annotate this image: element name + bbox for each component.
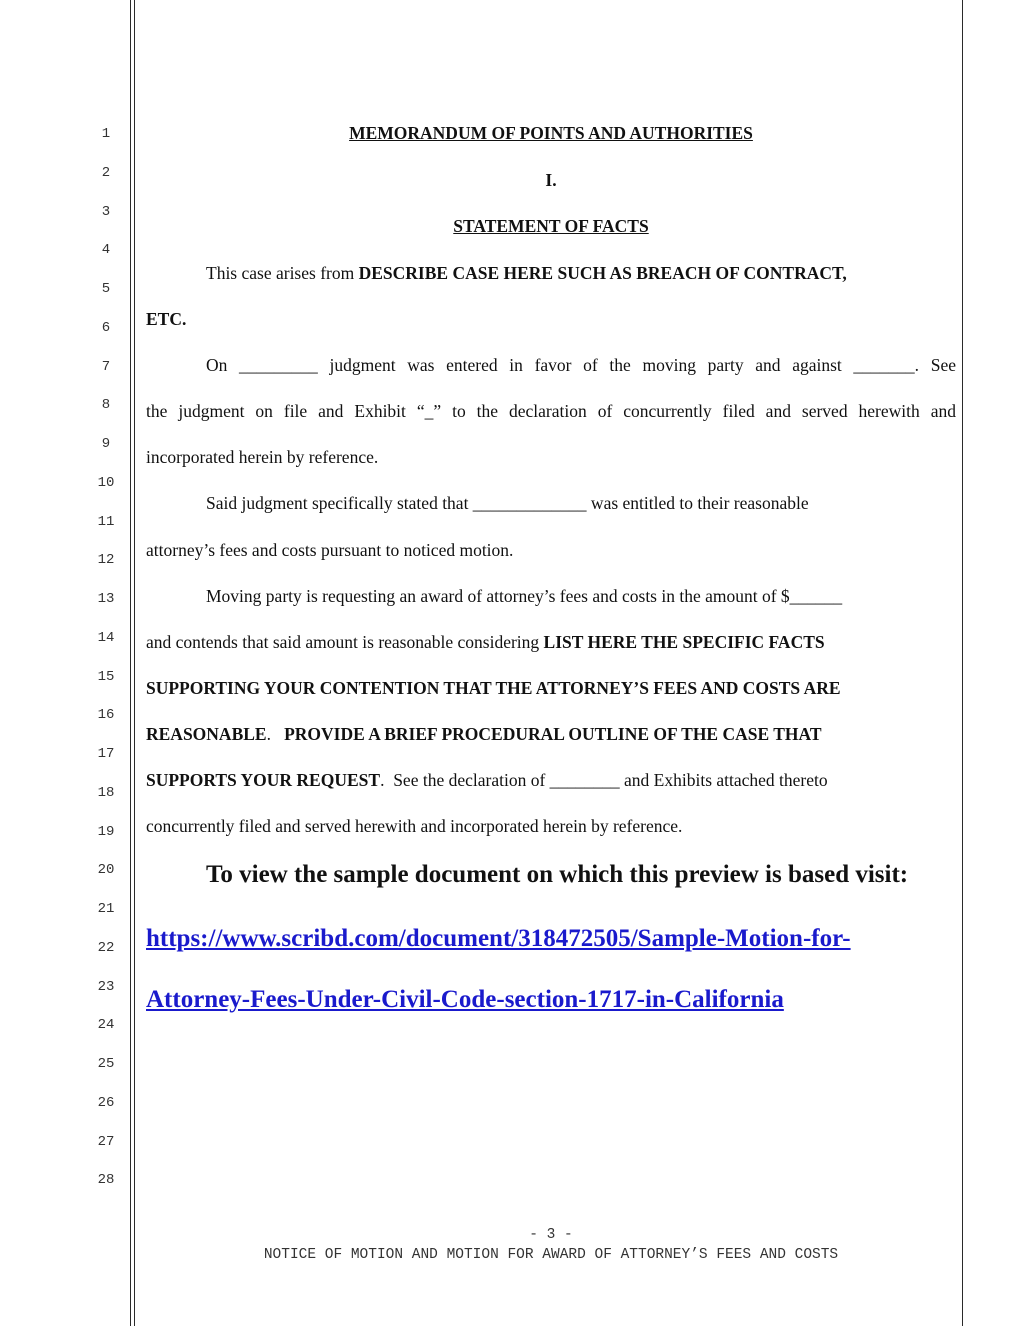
left-margin-rule bbox=[130, 0, 131, 1326]
line-number: 10 bbox=[97, 474, 115, 491]
section-title: STATEMENT OF FACTS bbox=[453, 216, 649, 236]
line-number: 7 bbox=[101, 358, 111, 375]
para4-line6: concurrently filed and served herewith and incorporated herein by reference. bbox=[146, 816, 683, 836]
line-number: 23 bbox=[97, 978, 115, 995]
preview-link-line2[interactable] bbox=[146, 985, 956, 1015]
line-number: 2 bbox=[101, 164, 111, 181]
line-number: 27 bbox=[97, 1133, 115, 1150]
preview-link-line1[interactable] bbox=[146, 924, 956, 954]
scribd-link-part2[interactable]: Attorney-Fees-Under-Civil-Code-section-1717-in-California bbox=[146, 986, 784, 1013]
para3-line2: attorney’s fees and costs pursuant to noticed motion. bbox=[146, 540, 514, 560]
line-number: 21 bbox=[97, 901, 115, 917]
para4-line1: Moving party is requesting an award of attorney’s fees and costs in the amount of $______ bbox=[206, 586, 843, 606]
line-number: 24 bbox=[97, 1017, 115, 1034]
line-number: 22 bbox=[97, 939, 115, 956]
para1-line1: This case arises from DESCRIBE CASE HERE SUCH AS BREACH OF CONTRACT, bbox=[206, 263, 847, 283]
line-number: 25 bbox=[97, 1056, 115, 1072]
line-number: 3 bbox=[101, 203, 111, 220]
line-number: 11 bbox=[97, 513, 115, 530]
para2-line3: incorporated herein by reference. bbox=[146, 447, 379, 467]
section-number: I. bbox=[545, 170, 557, 190]
line-number: 19 bbox=[97, 823, 115, 840]
para4-line2: and contends that said amount is reasonable considering LIST HERE THE SPECIFIC FACTS bbox=[146, 632, 825, 652]
line-number: 13 bbox=[97, 591, 115, 607]
line-number: 8 bbox=[101, 397, 111, 414]
line-number: 4 bbox=[101, 242, 111, 259]
right-margin-rule bbox=[962, 0, 963, 1326]
scribd-link-part1[interactable]: https://www.scribd.com/document/318472505/Sample-Motion-for- bbox=[146, 925, 851, 952]
para2-line1: On _________ judgment was entered in favor of the moving party and against _______. See bbox=[206, 355, 956, 375]
para4-line4: REASONABLE. PROVIDE A BRIEF PROCEDURAL OUTLINE OF THE CASE THAT bbox=[146, 724, 822, 744]
line-number: 15 bbox=[97, 668, 115, 685]
para4-line3: SUPPORTING YOUR CONTENTION THAT THE ATTORNEY’S FEES AND COSTS ARE bbox=[146, 678, 841, 698]
line-number: 26 bbox=[97, 1094, 115, 1111]
para1-line2: ETC. bbox=[146, 309, 187, 329]
line-number: 20 bbox=[97, 862, 115, 879]
preview-notice: To view the sample document on which this preview is based visit: bbox=[206, 861, 909, 888]
line-number: 5 bbox=[101, 281, 111, 297]
para3-line1: Said judgment specifically stated that _____________ was entitled to their reasonable bbox=[206, 493, 809, 513]
line-number: 17 bbox=[97, 746, 115, 762]
para2-line2: the judgment on file and Exhibit “_” to the declaration of concurrently filed and served herewith and bbox=[146, 401, 956, 421]
line-number: 6 bbox=[101, 319, 111, 336]
line-number: 9 bbox=[101, 436, 111, 452]
line-number: 1 bbox=[101, 126, 111, 142]
page-number: - 3 - bbox=[529, 1227, 573, 1243]
left-margin-rule-inner bbox=[134, 0, 135, 1326]
footer-caption: NOTICE OF MOTION AND MOTION FOR AWARD OF ATTORNEY’S FEES AND COSTS bbox=[263, 1247, 839, 1263]
line-number: 28 bbox=[97, 1172, 115, 1189]
line-number: 16 bbox=[97, 707, 115, 724]
memo-title: MEMORANDUM OF POINTS AND AUTHORITIES bbox=[349, 123, 753, 143]
line-number: 14 bbox=[97, 629, 115, 646]
line-number: 18 bbox=[97, 784, 115, 801]
line-number: 12 bbox=[97, 552, 115, 569]
para4-line5: SUPPORTS YOUR REQUEST. See the declaration of ________ and Exhibits attached thereto bbox=[146, 770, 828, 790]
